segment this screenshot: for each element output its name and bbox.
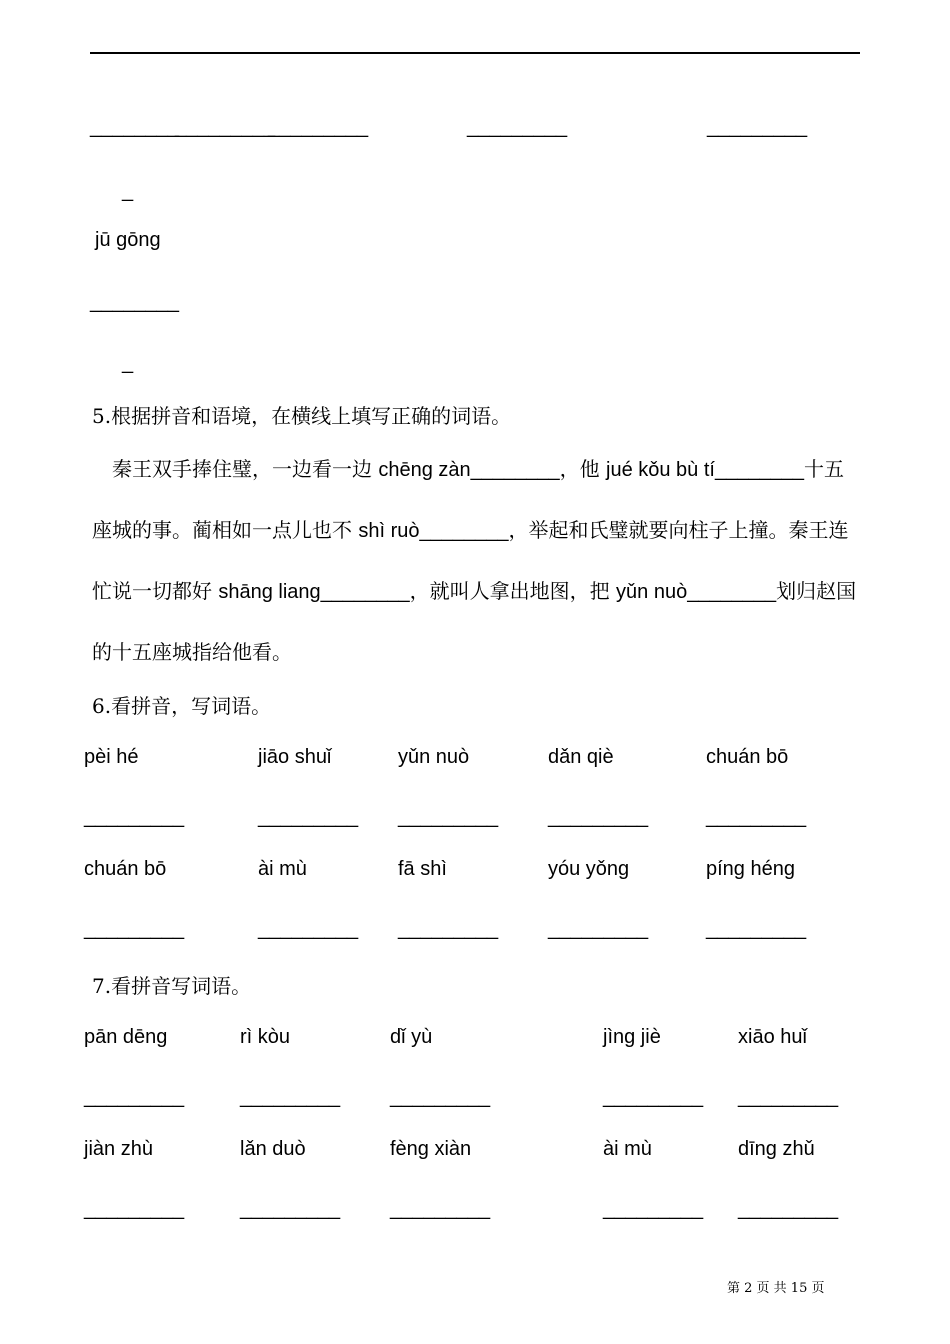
pinyin-label: jìng jiè xyxy=(603,1026,661,1048)
question-5-passage xyxy=(92,439,862,683)
page-number: 第 2 页 共 15 页 xyxy=(727,1281,825,1296)
pinyin-label: fèng xiàn xyxy=(390,1138,472,1160)
pinyin-label: dǎn qiè xyxy=(548,746,614,768)
answer-blank[interactable]: _________ xyxy=(240,1198,341,1220)
answer-blank[interactable]: _________ xyxy=(548,806,649,828)
answer-blank[interactable]: _________ xyxy=(84,1086,185,1108)
answer-blank[interactable]: _________ xyxy=(738,1086,839,1108)
question-5-title: 5.根据拼音和语境，在横线上填写正确的词语。 xyxy=(92,404,512,428)
answer-blank[interactable]: _________ xyxy=(175,116,276,138)
answer-blank[interactable]: _________ xyxy=(84,806,185,828)
answer-blank[interactable]: _________ xyxy=(398,806,499,828)
passage-text: ，他 xyxy=(559,457,606,481)
answer-blank[interactable]: _________ xyxy=(467,116,568,138)
pinyin-label: jiāo shuǐ xyxy=(258,746,332,768)
pinyin-blank[interactable]: jué kǒu bù tí________ xyxy=(606,459,804,481)
pinyin-blank[interactable]: yǔn nuò________ xyxy=(616,581,777,603)
answer-blank[interactable]: ________ xyxy=(90,116,179,138)
answer-blank[interactable]: _________ xyxy=(707,116,808,138)
question-7-title: 7.看拼音写词语。 xyxy=(92,974,252,998)
pinyin-blank[interactable]: shì ruò________ xyxy=(358,520,509,542)
pinyin-label: jiàn zhù xyxy=(84,1138,153,1160)
answer-blank[interactable]: _________ xyxy=(258,806,359,828)
answer-blank[interactable]: _________ xyxy=(390,1198,491,1220)
answer-blank[interactable]: _________ xyxy=(258,918,359,940)
passage-text: ，就叫人拿出地图，把 xyxy=(409,579,617,603)
pinyin-label: jū gōng xyxy=(95,229,161,251)
pinyin-label: chuán bō xyxy=(706,746,789,768)
answer-blank[interactable]: _________ xyxy=(268,116,369,138)
answer-blank[interactable]: _________ xyxy=(84,918,185,940)
answer-blank[interactable]: _________ xyxy=(548,918,649,940)
answer-blank[interactable]: _________ xyxy=(84,1198,185,1220)
pinyin-label: lǎn duò xyxy=(240,1138,306,1160)
answer-blank[interactable]: _________ xyxy=(390,1086,491,1108)
answer-blank[interactable]: ________ xyxy=(90,291,179,313)
answer-blank[interactable]: _________ xyxy=(603,1086,704,1108)
pinyin-label: dīng zhǔ xyxy=(738,1138,815,1160)
passage-text: 秦王双手捧住璧，一边看一边 xyxy=(112,457,379,481)
passage-text: 划归赵国的十五座城指给他看。 xyxy=(92,579,857,664)
pinyin-label: ài mù xyxy=(603,1138,652,1160)
answer-blank[interactable]: _________ xyxy=(603,1198,704,1220)
pinyin-label: yóu yǒng xyxy=(548,858,630,880)
blank-dash: _ xyxy=(122,352,134,374)
answer-blank[interactable]: _________ xyxy=(398,918,499,940)
pinyin-blank[interactable]: shāng liang________ xyxy=(218,581,410,603)
pinyin-label: pān dēng xyxy=(84,1026,168,1048)
answer-blank[interactable]: _________ xyxy=(240,1086,341,1108)
answer-blank[interactable]: _________ xyxy=(738,1198,839,1220)
pinyin-blank[interactable]: chēng zàn________ xyxy=(378,459,560,481)
pinyin-label: ài mù xyxy=(258,858,307,880)
pinyin-label: fā shì xyxy=(398,858,447,880)
passage-text: 十五座城的事。蔺相如一点儿也不 xyxy=(92,457,844,542)
pinyin-label: yǔn nuò xyxy=(398,746,470,768)
blank-dash: _ xyxy=(122,180,134,202)
answer-blank[interactable]: _________ xyxy=(706,806,807,828)
top-rule xyxy=(90,52,860,54)
pinyin-label: pèi hé xyxy=(84,746,139,768)
passage-text: ，举起和氏璧就要向柱子上撞。秦王连忙说一切都好 xyxy=(92,518,849,603)
pinyin-label: píng héng xyxy=(706,858,795,880)
pinyin-label: dǐ yù xyxy=(390,1026,433,1048)
answer-blank[interactable]: _________ xyxy=(706,918,807,940)
pinyin-label: chuán bō xyxy=(84,858,167,880)
pinyin-label: xiāo huǐ xyxy=(738,1026,807,1048)
pinyin-label: rì kòu xyxy=(240,1026,291,1048)
question-6-title: 6.看拼音，写词语。 xyxy=(92,694,272,718)
